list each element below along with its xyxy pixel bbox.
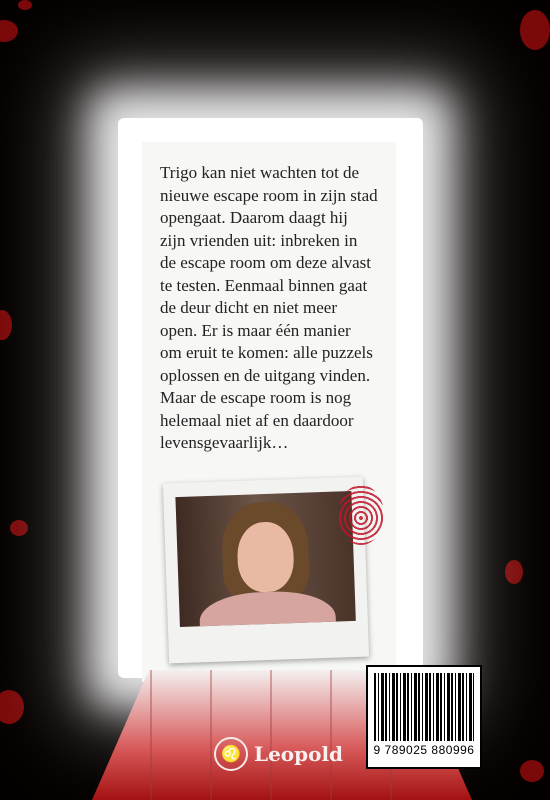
isbn-number: 9 789025 880996 xyxy=(373,743,475,757)
barcode-icon xyxy=(366,665,482,769)
floor-plank-line xyxy=(330,670,332,800)
blood-splatter xyxy=(18,0,32,10)
blood-splatter xyxy=(0,690,24,724)
blood-splatter xyxy=(0,310,12,340)
blurb-line: levensgevaarlijk… xyxy=(160,433,289,452)
author-shirt xyxy=(199,590,337,627)
barcode-bars xyxy=(374,673,474,741)
blurb-line: oplossen en de uitgang vinden. xyxy=(160,365,371,385)
author-face xyxy=(236,521,294,593)
lion-logo-icon: ♌ xyxy=(214,737,248,771)
publisher-logo xyxy=(214,737,343,771)
blurb-line: de escape room om deze alvast xyxy=(160,253,371,272)
blurb-line: nieuwe escape room in zijn stad xyxy=(160,185,378,205)
blurb-line: om eruit te komen: alle puzzels xyxy=(160,343,373,362)
fingerprint-icon xyxy=(338,485,384,545)
floor-plank-line xyxy=(210,670,212,800)
blurb-line: de deur dicht en niet meer xyxy=(160,298,338,317)
blurb-line: Trigo kan niet wachten tot de xyxy=(160,163,360,182)
blurb-line: opengaat. Daarom daagt hij xyxy=(160,208,348,227)
blood-splatter xyxy=(520,760,544,782)
floor-plank-line xyxy=(270,670,272,800)
blood-splatter xyxy=(0,20,18,42)
author-photo xyxy=(175,491,355,627)
blood-splatter xyxy=(520,10,550,50)
back-cover-blurb xyxy=(160,162,400,455)
blurb-line: helemaal niet af en daardoor xyxy=(160,410,354,430)
publisher-name: Leopold xyxy=(254,742,344,766)
blurb-line: te testen. Eenmaal binnen gaat xyxy=(160,275,368,295)
blood-splatter xyxy=(10,520,28,536)
blurb-line: Maar de escape room is nog xyxy=(160,388,352,407)
blurb-line: open. Er is maar één manier xyxy=(160,320,351,340)
blood-splatter xyxy=(505,560,523,584)
blurb-line: zijn vrienden uit: inbreken in xyxy=(160,230,358,250)
author-polaroid xyxy=(163,477,369,664)
floor-plank-line xyxy=(150,670,152,800)
